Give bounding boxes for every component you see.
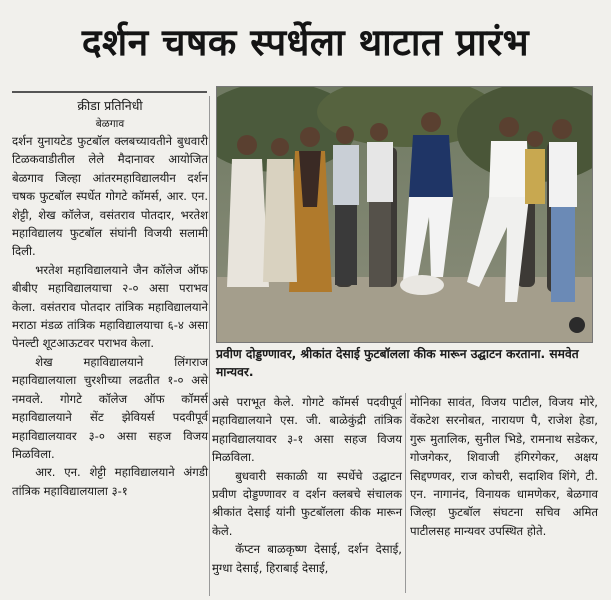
paragraph: मोनिका सावंत, विजय पाटील, विजय मोरे, वेंकटेश सरनोबत, नारायण पै, राजेश हेडा, गुरू मुतालिक, सुनील भिडे, रामनाथ सडेकर, गोजगेकर, शिवाजी हंगिरगेकर, अक्षय सिद्दण्णवर, राज कोचरी, सदाशिव शिंगे, टी. एन. नागानंद, विनायक धामणेकर, बेळगाव जिल्हा फुटबॉल संघटना सचिव अमित पाटीलसह मान्यवर उपस्थित होते. — [410, 395, 598, 538]
article-column-1 — [12, 96, 208, 500]
paragraph: बुधवारी सकाळी या स्पर्धेचे उद्घाटन प्रवीण दोड्डण्णावर व दर्शन क्लबचे संचालक श्रीकांत देसाई यांनी फुटबॉलला कीक मारून केले. — [212, 468, 402, 538]
dateline: बेळगाव — [95, 118, 125, 130]
paragraph: आर. एन. शेट्टी महाविद्यालयाने अंगडी तांत्रिक महाविद्यालयाला ३-१ — [12, 465, 208, 498]
byline-rule — [12, 91, 207, 93]
photo-caption: प्रवीण दोड्डण्णावर, श्रीकांत देसाई फुटबॉलला कीक मारून उद्घाटन करताना. समवेत मान्यवर. — [216, 347, 579, 379]
paragraph: दर्शन युनायटेड फुटबॉल क्लबच्यावतीने बुधवारी टिळकवाडीतील लेले मैदानावर आयोजित बेळगाव जिल्हा आंतरमहाविद्यालयीन दर्शन चषक फुटबॉल स्पर्धेत गोगटे कॉमर्स, आर. एन. शेट्टी, शेख कॉलेज, वसंतराव पोतदार, भरतेश महाविद्यालय फुटबॉल संघांनी विजयी सलामी दिली. — [12, 134, 208, 259]
byline: क्रीडा प्रतिनिधी — [77, 98, 143, 113]
paragraph: कॅप्टन बाळकृष्ण देसाई, दर्शन देसाई, मुग्धा देसाई, हिराबाई देसाई, — [212, 542, 402, 575]
news-photo — [216, 86, 593, 343]
article-column-3 — [410, 393, 598, 540]
paragraph: शेख महाविद्यालयाने लिंगराज महाविद्यालयाला चुरशीच्या लढतीत १-० असे नमवले. गोगटे कॉलेज ऑफ कॉमर्स महाविद्यालयाने सेंट झेवियर्स पदवीपूर्व महाविद्यालयावर ३-० असा सहज विजय मिळविला. — [12, 354, 208, 461]
paragraph: भरतेश महाविद्यालयाने जैन कॉलेज ऑफ बीबीए महाविद्यालयाचा २-० असा पराभव केला. वसंतराव पोतदार तांत्रिक महाविद्यालयाने मराठा मंडळ तांत्रिक महाविद्यालयाचा ६-४ असा पेनल्टी शूटआऊटवर पराभव केला. — [12, 262, 208, 351]
paragraph: असे पराभूत केले. गोगटे कॉमर्स पदवीपूर्व महाविद्यालयाने एस. जी. बाळेकुंद्री तांत्रिक महाविद्यालयावर ३-१ असा सहज विजय मिळविला. — [212, 395, 402, 465]
football-kickoff-illustration — [217, 87, 592, 342]
headline: दर्शन चषक स्पर्धेला थाटात प्रारंभ — [81, 20, 530, 64]
column-divider — [209, 96, 210, 596]
article-column-2 — [212, 393, 402, 577]
column-divider — [405, 393, 406, 593]
